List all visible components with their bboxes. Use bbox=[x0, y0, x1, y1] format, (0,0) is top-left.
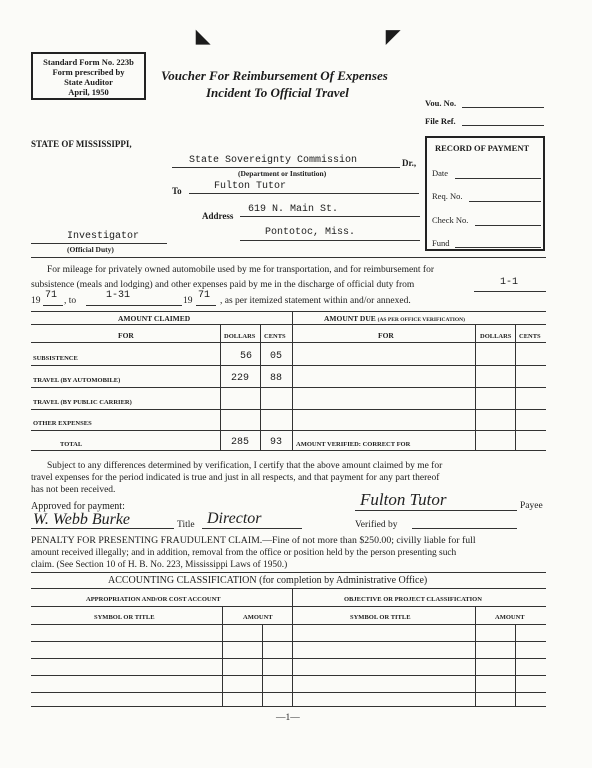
acc-vrule-sub-left bbox=[262, 624, 263, 706]
to-text: , to bbox=[64, 296, 77, 306]
col-cents-right: CENTS bbox=[519, 333, 541, 340]
certification-line1: Subject to any differences determined by verification, I certify that the above amount claimed by me for bbox=[47, 461, 443, 471]
acc-colhead-rule bbox=[31, 624, 546, 625]
acc-row-rule bbox=[31, 675, 546, 676]
row-label: TRAVEL (BY PUBLIC CARRIER) bbox=[33, 399, 132, 406]
total-label: TOTAL bbox=[60, 441, 83, 448]
row-rule bbox=[31, 387, 546, 388]
col-dollars-left: DOLLARS bbox=[224, 333, 256, 340]
official-duty-line bbox=[31, 243, 167, 244]
certification-line2: travel expenses for the period indicated is true and just in all respects, and that payment for any part thereof bbox=[31, 473, 440, 483]
amount-due-title: AMOUNT DUE bbox=[324, 314, 376, 323]
to-date-line bbox=[86, 305, 182, 306]
rop-req-line bbox=[469, 201, 541, 202]
rop-date-label: Date bbox=[432, 168, 449, 178]
col-for-right: FOR bbox=[378, 331, 394, 340]
accounting-title-rule bbox=[31, 588, 546, 589]
address-line1-rule bbox=[240, 216, 420, 217]
vrule-cents-right bbox=[515, 324, 516, 450]
row-rule bbox=[31, 430, 546, 431]
certification-line3: has not been received. bbox=[31, 485, 116, 495]
to-label: To bbox=[172, 186, 182, 196]
from-year: 71 bbox=[45, 290, 58, 301]
verified-by-line bbox=[412, 528, 517, 529]
statement-tail: , as per itemized statement within and/or annexed. bbox=[220, 296, 411, 306]
row-dollars: 229 bbox=[231, 373, 250, 384]
rop-date-line bbox=[455, 178, 541, 179]
address-line2-rule bbox=[240, 240, 420, 241]
penalty-line3: claim. (See Section 10 of H. B. No. 223, Mississippi Laws of 1950.) bbox=[31, 560, 288, 570]
form-title-line1: Voucher For Reimbursement Of Expenses bbox=[161, 68, 388, 83]
acc-vrule-center bbox=[292, 588, 293, 706]
payee-label: Payee bbox=[520, 501, 543, 511]
acc-vrule-sub-right bbox=[515, 624, 516, 706]
address-line2: Pontotoc, Miss. bbox=[265, 227, 356, 238]
rop-req-label: Req. No. bbox=[432, 191, 463, 201]
row-dollars: 56 bbox=[240, 351, 253, 362]
col-dollars-right: DOLLARS bbox=[480, 333, 512, 340]
row-label: OTHER EXPENSES bbox=[33, 420, 92, 427]
sf-line: Form prescribed by bbox=[52, 67, 125, 77]
sf-line: Standard Form No. 223b bbox=[43, 57, 134, 67]
statement-line1: For mileage for privately owned automobile used by me for transportation, and for reimbursement for bbox=[47, 265, 435, 275]
to-value: Fulton Tutor bbox=[214, 181, 287, 192]
table-bottom-rule bbox=[31, 450, 546, 451]
vrule-center bbox=[292, 311, 293, 450]
approver-title: Director bbox=[207, 510, 262, 527]
col-for-left: FOR bbox=[118, 331, 134, 340]
accounting-title: ACCOUNTING CLASSIFICATION (for completion by Administrative Office) bbox=[108, 575, 428, 586]
row-rule bbox=[31, 365, 546, 366]
year-prefix-1: 19 bbox=[31, 296, 41, 306]
payee-signature: Fulton Tutor bbox=[360, 490, 447, 509]
row-cents: 88 bbox=[270, 373, 283, 384]
table-colhead-rule bbox=[31, 342, 546, 343]
file-ref-line bbox=[462, 125, 544, 126]
acc-bottom-rule bbox=[31, 706, 546, 707]
vou-no-label: Vou. No. bbox=[425, 98, 457, 108]
department-caption: (Department or Institution) bbox=[238, 169, 327, 178]
vou-no-line bbox=[462, 107, 544, 108]
vrule-dollars-right bbox=[475, 324, 476, 450]
statement-line2: subsistence (meals and lodging) and other expenses paid by me in the discharge of official duty from bbox=[31, 280, 415, 290]
official-duty-value: Investigator bbox=[67, 231, 140, 242]
amount-verified-label: AMOUNT VERIFIED: CORRECT FOR bbox=[296, 441, 411, 448]
table-top-rule bbox=[31, 311, 546, 312]
department-line bbox=[172, 167, 400, 168]
punch-mark-left: ◣ bbox=[196, 26, 210, 46]
acc-row-rule bbox=[31, 692, 546, 693]
title-label: Title bbox=[177, 520, 195, 530]
official-duty-caption: (Official Duty) bbox=[67, 245, 114, 254]
form-title-line2: Incident To Official Travel bbox=[206, 85, 349, 100]
amount-due-header bbox=[324, 314, 465, 323]
from-date-line bbox=[474, 291, 546, 292]
acc-row-rule bbox=[31, 641, 546, 642]
acc-header-rule bbox=[31, 606, 546, 607]
objective-header: OBJECTIVE OR PROJECT CLASSIFICATION bbox=[344, 596, 482, 603]
sf-line: April, 1950 bbox=[68, 87, 109, 97]
to-year-line bbox=[196, 305, 216, 306]
rop-check-line bbox=[475, 225, 541, 226]
from-date: 1-1 bbox=[500, 277, 519, 288]
acc-col-amount-left: AMOUNT bbox=[243, 614, 273, 621]
approver-line bbox=[31, 528, 174, 529]
sf-line: State Auditor bbox=[64, 77, 113, 87]
punch-mark-right: ◤ bbox=[386, 26, 400, 46]
row-label: TRAVEL (BY AUTOMOBILE) bbox=[33, 377, 121, 384]
rop-fund-line bbox=[455, 247, 541, 248]
acc-vrule-amount-right bbox=[475, 606, 476, 706]
standard-form-box bbox=[31, 52, 146, 100]
row-cents: 05 bbox=[270, 351, 283, 362]
acc-col-amount-right: AMOUNT bbox=[495, 614, 525, 621]
to-year: 71 bbox=[198, 290, 211, 301]
address-line1: 619 N. Main St. bbox=[248, 204, 339, 215]
row-label: SUBSISTENCE bbox=[33, 355, 78, 362]
to-line bbox=[189, 193, 419, 194]
rop-fund-label: Fund bbox=[432, 238, 450, 248]
rop-check-label: Check No. bbox=[432, 215, 469, 225]
page-number: —1— bbox=[276, 713, 300, 723]
approved-label: Approved for payment: bbox=[31, 501, 125, 512]
row-rule bbox=[31, 409, 546, 410]
acc-col-symbol-right: SYMBOL OR TITLE bbox=[350, 614, 411, 621]
vrule-dollars-left bbox=[220, 324, 221, 450]
payee-line bbox=[355, 510, 517, 511]
total-cents: 93 bbox=[270, 437, 283, 448]
section-divider bbox=[31, 257, 546, 258]
acc-vrule-amount-left bbox=[222, 606, 223, 706]
table-header-rule bbox=[31, 324, 546, 325]
year-prefix-2: 19 bbox=[183, 296, 193, 306]
department-value: State Sovereignty Commission bbox=[189, 155, 358, 166]
file-ref-label: File Ref. bbox=[425, 116, 456, 126]
approver-signature: W. Webb Burke bbox=[33, 511, 131, 528]
penalty-line1: PENALTY FOR PRESENTING FRAUDULENT CLAIM.—Fine of not more than $250.00; civilly liable for full bbox=[31, 535, 476, 546]
appropriation-header: APPROPRIATION AND/OR COST ACCOUNT bbox=[86, 596, 221, 603]
record-of-payment-box bbox=[425, 136, 545, 251]
penalty-line2: amount received illegally; and in addition, removal from the office or position held by the person presenting such bbox=[31, 548, 457, 558]
address-label: Address bbox=[202, 211, 234, 221]
vrule-cents-left bbox=[260, 324, 261, 450]
verified-by-label: Verified by bbox=[355, 520, 398, 530]
state-label: STATE OF MISSISSIPPI, bbox=[31, 139, 132, 149]
record-of-payment-title: RECORD OF PAYMENT bbox=[435, 143, 530, 153]
department-suffix: Dr., bbox=[402, 158, 417, 168]
to-date: 1-31 bbox=[106, 290, 131, 301]
acc-row-rule bbox=[31, 658, 546, 659]
acc-col-symbol-left: SYMBOL OR TITLE bbox=[94, 614, 155, 621]
from-year-line bbox=[43, 305, 63, 306]
col-cents-left: CENTS bbox=[264, 333, 286, 340]
amount-claimed-header: AMOUNT CLAIMED bbox=[118, 314, 191, 323]
amount-due-note: (AS PER OFFICE VERIFICATION) bbox=[377, 317, 465, 323]
total-dollars: 285 bbox=[231, 437, 250, 448]
approver-title-line bbox=[202, 528, 302, 529]
